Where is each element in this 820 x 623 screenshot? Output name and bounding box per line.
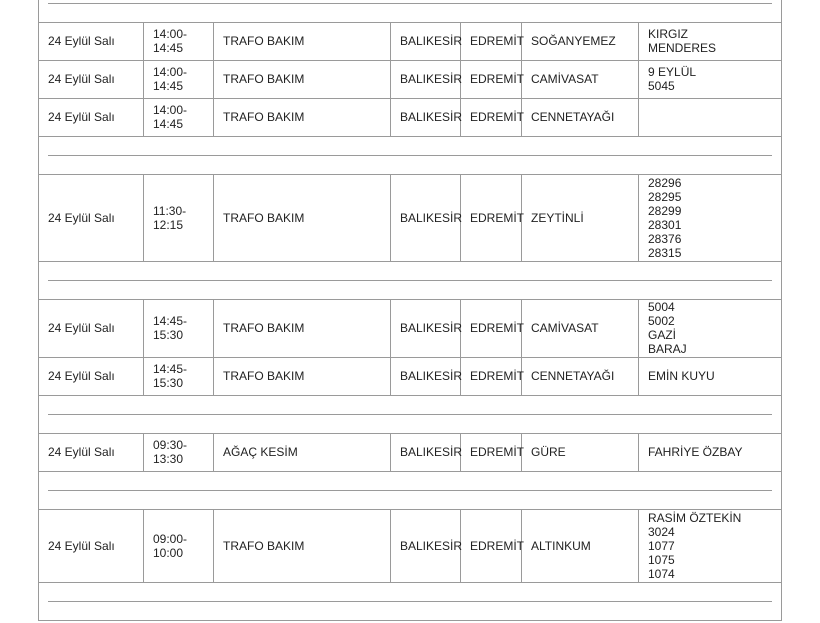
row-border bbox=[48, 601, 772, 602]
column-border bbox=[781, 395, 782, 433]
column-border bbox=[38, 357, 39, 395]
cell-work bbox=[223, 433, 388, 471]
column-border bbox=[38, 582, 39, 620]
column-border bbox=[781, 60, 782, 98]
work-text: AĞAÇ KESİM bbox=[223, 445, 298, 459]
street-line: 1075 bbox=[648, 552, 675, 567]
cell-city bbox=[400, 174, 463, 261]
column-border bbox=[38, 0, 39, 22]
column-border bbox=[38, 60, 39, 98]
cell-district bbox=[470, 357, 524, 395]
cell-time bbox=[153, 174, 211, 261]
date-text: 24 Eylül Salı bbox=[48, 369, 115, 383]
district-text: EDREMİT bbox=[470, 321, 524, 335]
column-border bbox=[781, 433, 782, 471]
date-text: 24 Eylül Salı bbox=[48, 321, 115, 335]
time-line: 13:30 bbox=[153, 452, 184, 466]
street-line: 1074 bbox=[648, 566, 675, 581]
street-line: BARAJ bbox=[648, 342, 687, 356]
cell-streets bbox=[648, 174, 780, 261]
time-line: 15:30 bbox=[153, 376, 184, 390]
cell-work bbox=[223, 60, 388, 98]
column-border bbox=[781, 98, 782, 136]
column-border bbox=[390, 60, 391, 98]
area-text: ALTINKUM bbox=[531, 538, 591, 553]
area-text: CAMİVASAT bbox=[531, 72, 599, 86]
district-text: EDREMİT bbox=[470, 369, 524, 383]
city-text: BALIKESİR bbox=[400, 72, 463, 86]
cell-district bbox=[470, 299, 524, 357]
area-text: CENNETAYAĞI bbox=[531, 369, 615, 383]
district-text: EDREMİT bbox=[470, 72, 524, 86]
column-border bbox=[38, 299, 39, 357]
column-border bbox=[143, 357, 144, 395]
street-line: RASİM ÖZTEKİN bbox=[648, 510, 742, 525]
column-border bbox=[638, 174, 639, 261]
cell-work bbox=[223, 357, 388, 395]
area-text: ZEYTİNLİ bbox=[531, 210, 584, 225]
work-text: TRAFO BAKIM bbox=[223, 72, 305, 86]
column-border bbox=[638, 509, 639, 582]
column-border bbox=[213, 509, 214, 582]
column-border bbox=[781, 174, 782, 261]
work-text: TRAFO BAKIM bbox=[223, 210, 305, 225]
row-border bbox=[48, 280, 772, 281]
time-line: 09:00- bbox=[153, 531, 188, 546]
city-text: BALIKESİR bbox=[400, 369, 463, 383]
column-border bbox=[638, 433, 639, 471]
column-border bbox=[390, 433, 391, 471]
street-line: 28296 bbox=[648, 175, 682, 190]
cell-streets bbox=[648, 60, 780, 98]
row-border bbox=[38, 395, 782, 396]
cell-city bbox=[400, 433, 463, 471]
time-line: 14:45 bbox=[153, 117, 184, 131]
city-text: BALIKESİR bbox=[400, 34, 463, 48]
street-line: 1077 bbox=[648, 538, 675, 553]
work-text: TRAFO BAKIM bbox=[223, 34, 305, 48]
column-border bbox=[143, 433, 144, 471]
work-text: TRAFO BAKIM bbox=[223, 538, 305, 553]
cell-area bbox=[531, 509, 636, 582]
cell-area bbox=[531, 174, 636, 261]
city-text: BALIKESİR bbox=[400, 538, 463, 553]
column-border bbox=[213, 98, 214, 136]
column-border bbox=[38, 22, 39, 60]
cell-time bbox=[153, 433, 211, 471]
time-line: 14:00- bbox=[153, 27, 188, 41]
column-border bbox=[143, 98, 144, 136]
column-border bbox=[638, 299, 639, 357]
cell-district bbox=[470, 98, 524, 136]
column-border bbox=[781, 299, 782, 357]
row-border bbox=[38, 471, 782, 472]
time-line: 14:00- bbox=[153, 65, 188, 79]
column-border bbox=[781, 136, 782, 174]
street-line: FAHRİYE ÖZBAY bbox=[648, 445, 743, 459]
cell-area bbox=[531, 98, 636, 136]
column-border bbox=[143, 509, 144, 582]
district-text: EDREMİT bbox=[470, 445, 524, 459]
column-border bbox=[638, 357, 639, 395]
date-text: 24 Eylül Salı bbox=[48, 210, 115, 225]
column-border bbox=[38, 509, 39, 582]
column-border bbox=[213, 299, 214, 357]
cell-date bbox=[48, 509, 141, 582]
cell-city bbox=[400, 22, 463, 60]
street-line: 5045 bbox=[648, 79, 675, 93]
time-line: 10:00 bbox=[153, 545, 184, 560]
date-text: 24 Eylül Salı bbox=[48, 538, 115, 553]
cell-area bbox=[531, 433, 636, 471]
row-border bbox=[38, 582, 782, 583]
time-line: 14:45- bbox=[153, 314, 188, 328]
cell-area bbox=[531, 60, 636, 98]
cell-area bbox=[531, 299, 636, 357]
column-border bbox=[390, 509, 391, 582]
column-border bbox=[781, 261, 782, 299]
row-border bbox=[38, 620, 782, 621]
cell-area bbox=[531, 357, 636, 395]
row-border bbox=[38, 136, 782, 137]
street-line: 9 EYLÜL bbox=[648, 65, 697, 79]
cell-date bbox=[48, 299, 141, 357]
column-border bbox=[781, 471, 782, 509]
column-border bbox=[638, 98, 639, 136]
column-border bbox=[213, 60, 214, 98]
column-border bbox=[143, 22, 144, 60]
time-line: 14:00- bbox=[153, 103, 188, 117]
district-text: EDREMİT bbox=[470, 110, 524, 124]
area-text: SOĞANYEMEZ bbox=[531, 34, 616, 48]
work-text: TRAFO BAKIM bbox=[223, 369, 305, 383]
cell-district bbox=[470, 174, 524, 261]
street-line: 5002 bbox=[648, 314, 675, 328]
column-border bbox=[781, 582, 782, 620]
cell-work bbox=[223, 299, 388, 357]
area-text: CAMİVASAT bbox=[531, 321, 599, 335]
city-text: BALIKESİR bbox=[400, 210, 463, 225]
row-border bbox=[48, 414, 772, 415]
column-border bbox=[38, 395, 39, 433]
column-border bbox=[143, 60, 144, 98]
street-line: KIRGIZ bbox=[648, 27, 689, 41]
cell-district bbox=[470, 60, 524, 98]
street-line: 28301 bbox=[648, 217, 682, 232]
street-line: 28315 bbox=[648, 245, 682, 260]
city-text: BALIKESİR bbox=[400, 445, 463, 459]
cell-time bbox=[153, 299, 211, 357]
column-border bbox=[638, 22, 639, 60]
cell-date bbox=[48, 357, 141, 395]
time-line: 11:30- bbox=[153, 203, 187, 218]
city-text: BALIKESİR bbox=[400, 321, 463, 335]
street-line: MENDERES bbox=[648, 41, 717, 55]
street-line: EMİN KUYU bbox=[648, 369, 715, 383]
time-line: 14:45 bbox=[153, 41, 184, 55]
date-text: 24 Eylül Salı bbox=[48, 34, 115, 48]
street-line: 28299 bbox=[648, 203, 682, 218]
column-border bbox=[38, 471, 39, 509]
cell-district bbox=[470, 509, 524, 582]
area-text: CENNETAYAĞI bbox=[531, 110, 615, 124]
cell-time bbox=[153, 509, 211, 582]
time-line: 15:30 bbox=[153, 328, 184, 342]
date-text: 24 Eylül Salı bbox=[48, 110, 115, 124]
row-border bbox=[48, 155, 772, 156]
column-border bbox=[38, 98, 39, 136]
work-text: TRAFO BAKIM bbox=[223, 321, 305, 335]
cell-streets bbox=[648, 299, 780, 357]
row-border bbox=[48, 490, 772, 491]
cell-work bbox=[223, 98, 388, 136]
time-line: 09:30- bbox=[153, 438, 188, 452]
district-text: EDREMİT bbox=[470, 538, 524, 553]
column-border bbox=[213, 174, 214, 261]
cell-city bbox=[400, 299, 463, 357]
column-border bbox=[390, 98, 391, 136]
column-border bbox=[38, 261, 39, 299]
cell-streets bbox=[648, 98, 780, 136]
column-border bbox=[638, 60, 639, 98]
cell-city bbox=[400, 509, 463, 582]
district-text: EDREMİT bbox=[470, 34, 524, 48]
cell-city bbox=[400, 60, 463, 98]
time-line: 14:45- bbox=[153, 362, 188, 376]
column-border bbox=[38, 136, 39, 174]
column-border bbox=[390, 22, 391, 60]
column-border bbox=[213, 433, 214, 471]
outage-table bbox=[38, 0, 782, 623]
street-line: 5004 bbox=[648, 300, 675, 314]
street-line: 3024 bbox=[648, 524, 675, 539]
cell-time bbox=[153, 98, 211, 136]
column-border bbox=[143, 299, 144, 357]
cell-date bbox=[48, 174, 141, 261]
street-line: GAZİ bbox=[648, 328, 677, 342]
district-text: EDREMİT bbox=[470, 210, 524, 225]
column-border bbox=[38, 433, 39, 471]
cell-city bbox=[400, 357, 463, 395]
time-line: 12:15 bbox=[153, 217, 184, 232]
date-text: 24 Eylül Salı bbox=[48, 445, 115, 459]
cell-time bbox=[153, 22, 211, 60]
street-line: 28376 bbox=[648, 231, 682, 246]
column-border bbox=[390, 299, 391, 357]
area-text: GÜRE bbox=[531, 445, 566, 459]
cell-streets bbox=[648, 509, 780, 582]
column-border bbox=[143, 174, 144, 261]
time-line: 14:45 bbox=[153, 79, 184, 93]
column-border bbox=[781, 509, 782, 582]
street-line: 28295 bbox=[648, 189, 682, 204]
cell-work bbox=[223, 509, 388, 582]
cell-date bbox=[48, 98, 141, 136]
cell-time bbox=[153, 60, 211, 98]
column-border bbox=[213, 357, 214, 395]
cell-date bbox=[48, 433, 141, 471]
cell-date bbox=[48, 22, 141, 60]
cell-work bbox=[223, 174, 388, 261]
cell-district bbox=[470, 22, 524, 60]
column-border bbox=[38, 174, 39, 261]
city-text: BALIKESİR bbox=[400, 110, 463, 124]
cell-time bbox=[153, 357, 211, 395]
row-border bbox=[38, 261, 782, 262]
work-text: TRAFO BAKIM bbox=[223, 110, 305, 124]
column-border bbox=[781, 0, 782, 22]
cell-district bbox=[470, 433, 524, 471]
cell-date bbox=[48, 60, 141, 98]
column-border bbox=[213, 22, 214, 60]
column-border bbox=[781, 22, 782, 60]
cell-streets bbox=[648, 433, 780, 471]
column-border bbox=[781, 357, 782, 395]
date-text: 24 Eylül Salı bbox=[48, 72, 115, 86]
cell-work bbox=[223, 22, 388, 60]
cell-streets bbox=[648, 22, 780, 60]
cell-area bbox=[531, 22, 636, 60]
cell-city bbox=[400, 98, 463, 136]
cell-streets bbox=[648, 357, 780, 395]
column-border bbox=[390, 357, 391, 395]
column-border bbox=[390, 174, 391, 261]
row-border bbox=[48, 3, 772, 4]
